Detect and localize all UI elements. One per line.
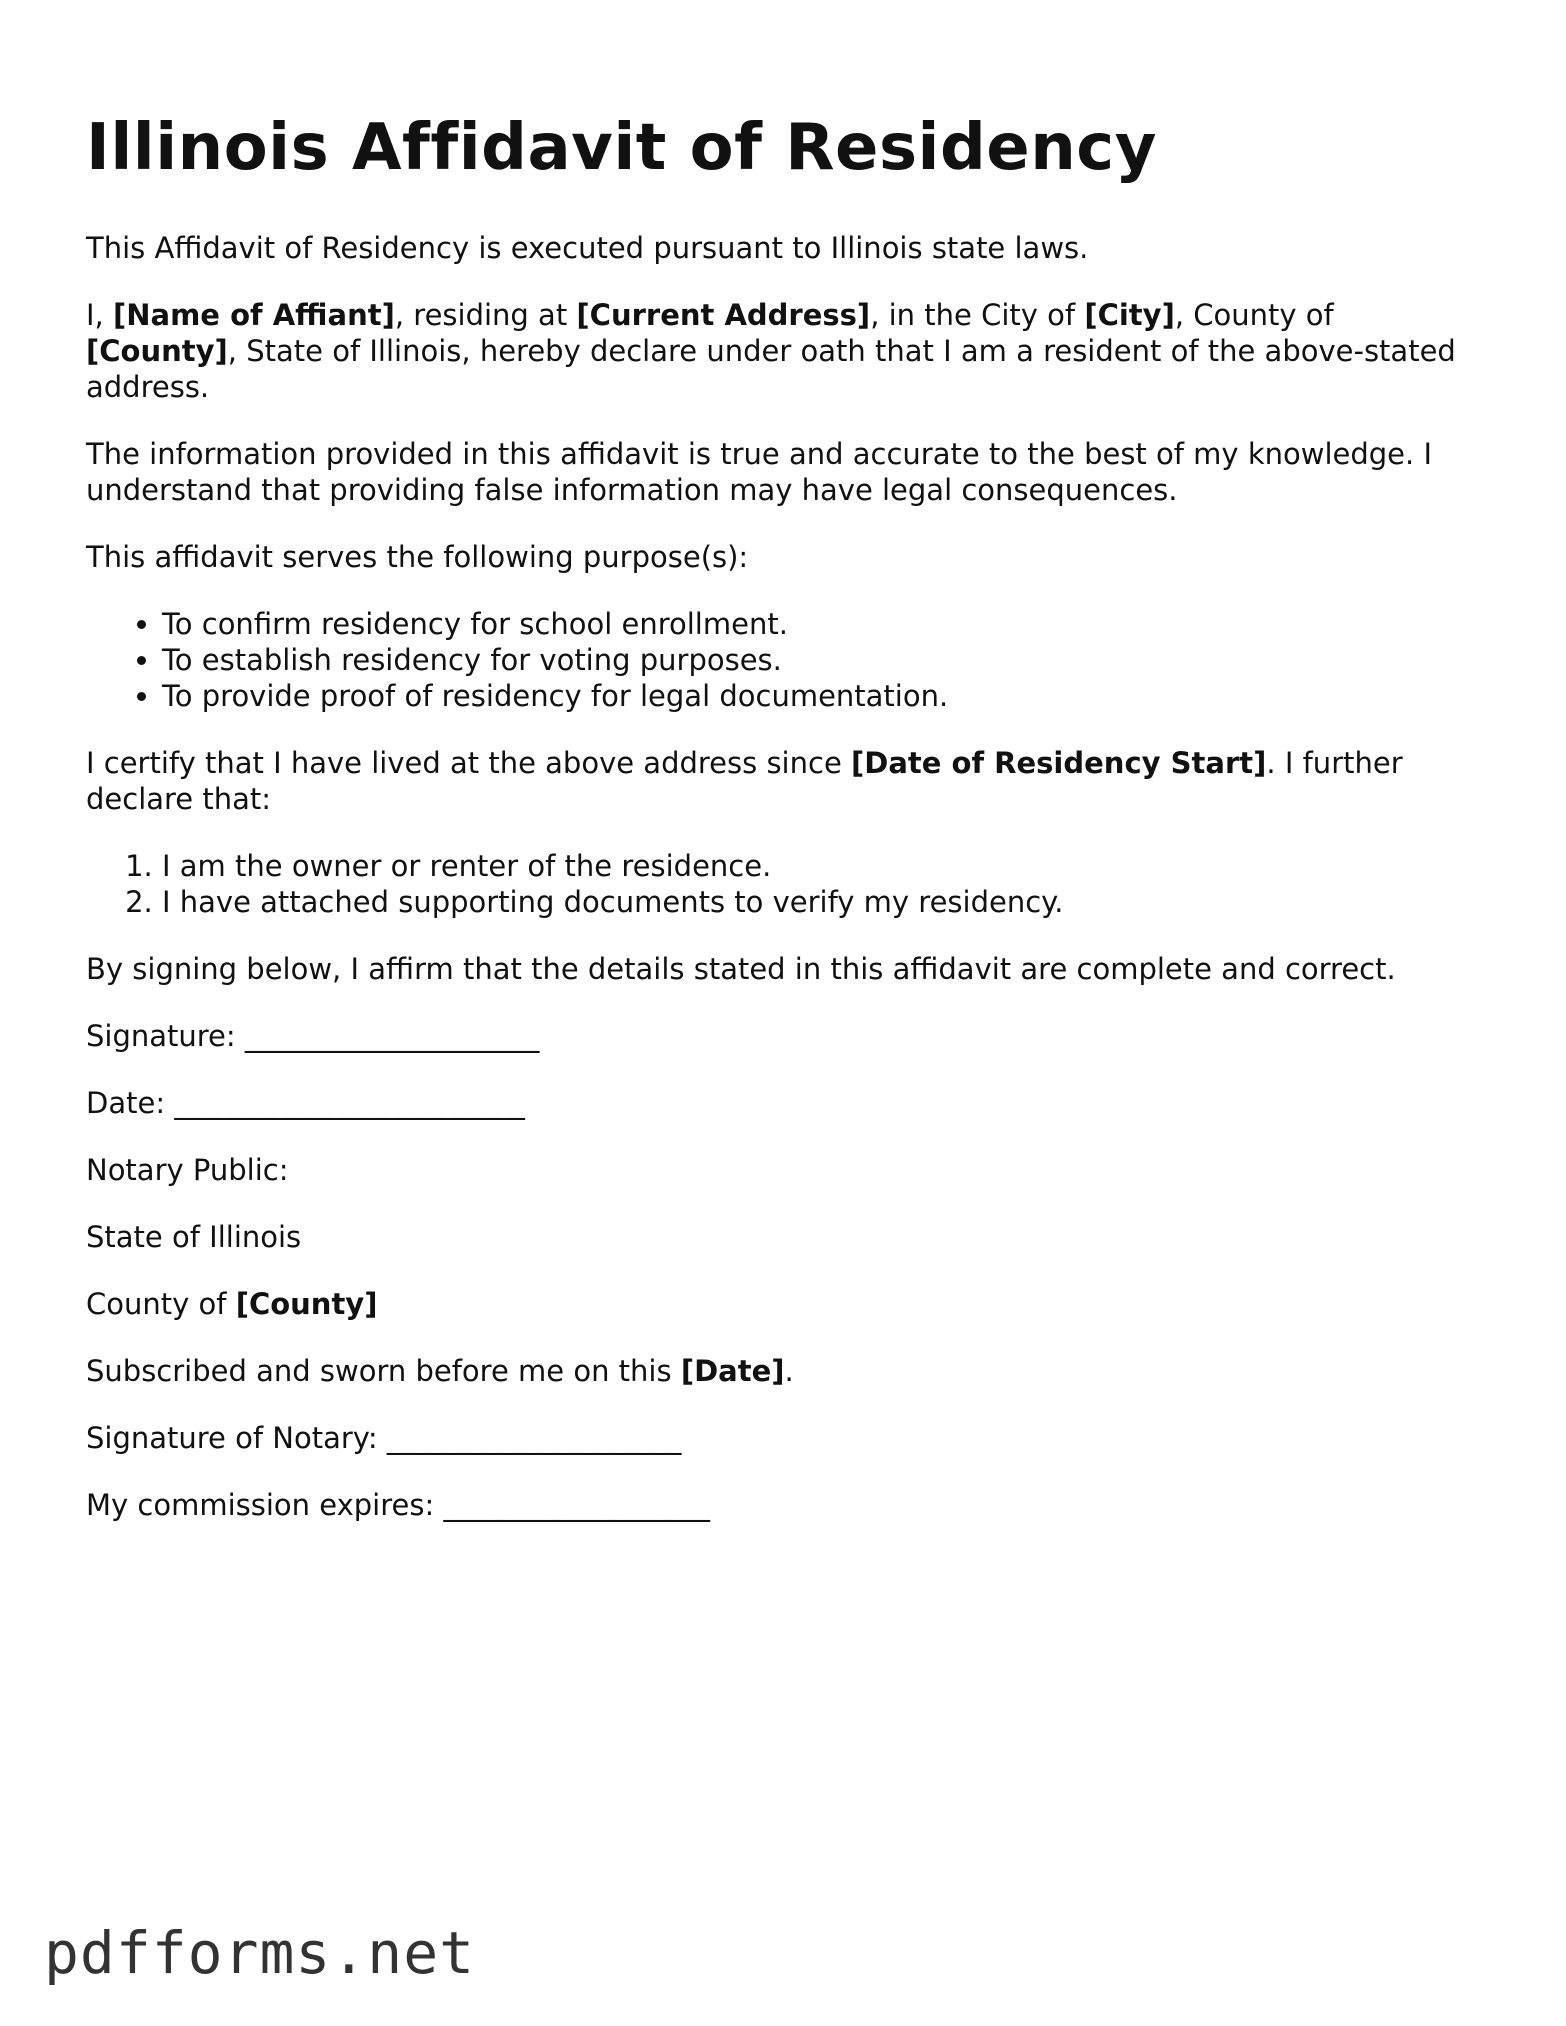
purposes-list (86, 606, 1486, 714)
commission-blank[interactable]: ___________________ (443, 1488, 710, 1522)
signature-line (86, 1018, 1486, 1054)
declaration-paragraph (86, 297, 1486, 405)
signature-blank[interactable]: _____________________ (244, 1019, 539, 1053)
declaration-text-4: , County of (1174, 298, 1334, 332)
declarations-list (86, 848, 1486, 920)
intro-paragraph: This Affidavit of Residency is executed pursuant to Illinois state laws. (86, 231, 1089, 265)
purpose-item: • To provide proof of residency for legal documentation. (162, 678, 1486, 714)
subscribed-text-1: Subscribed and sworn before me on this (86, 1354, 681, 1388)
declaration-item: 1. I am the owner or renter of the residence. (162, 848, 1486, 884)
notary-signature-blank[interactable]: _____________________ (386, 1421, 681, 1455)
accuracy-paragraph: The information provided in this affidavit is true and accurate to the best of my knowledge. I understand that providing false information may have legal consequences. (86, 437, 1432, 507)
date-line (86, 1085, 1486, 1121)
commission-line (86, 1487, 1486, 1523)
county-label: County of (86, 1287, 236, 1321)
document-title: Illinois Affidavit of Residency (86, 111, 1157, 185)
purpose-item: • To confirm residency for school enrollment. (162, 606, 1486, 642)
county-line (86, 1286, 1486, 1322)
sworn-date-placeholder: [Date] (680, 1354, 785, 1388)
date-label: Date: (86, 1086, 175, 1120)
declaration-text-5: , State of Illinois, hereby declare under oath that I am a resident of the above-stated address. (86, 334, 1456, 404)
declaration-text-1: I, (86, 298, 113, 332)
certify-text-1: I certify that I have lived at the above address since (86, 746, 852, 780)
residency-start-date-placeholder: [Date of Residency Start] (851, 746, 1267, 780)
city-placeholder: [City] (1084, 298, 1175, 332)
certify-text-2: . I further declare that: (86, 746, 1403, 816)
notary-county-placeholder: [County] (235, 1287, 378, 1321)
declaration-item: 2. I have attached supporting documents to verify my residency. (162, 884, 1486, 920)
affidavit-document (86, 108, 1486, 1554)
date-blank[interactable]: _________________________ (174, 1086, 525, 1120)
pdfforms-watermark: pdfforms.net (44, 1919, 476, 1987)
county-placeholder: [County] (86, 334, 228, 368)
declaration-text-2: , residing at (394, 298, 577, 332)
notary-signature-line (86, 1420, 1486, 1456)
subscribed-text-2: . (784, 1354, 794, 1388)
purposes-intro: This affidavit serves the following purpose(s): (86, 540, 749, 574)
current-address-placeholder: [Current Address] (576, 298, 871, 332)
state-line: State of Illinois (86, 1220, 302, 1254)
notary-signature-label: Signature of Notary: (86, 1421, 387, 1455)
notary-public-label: Notary Public: (86, 1153, 289, 1187)
affiant-name-placeholder: [Name of Affiant] (113, 298, 395, 332)
commission-label: My commission expires: (86, 1488, 444, 1522)
subscribed-line (86, 1353, 1486, 1389)
certify-paragraph (86, 745, 1486, 817)
affirm-paragraph: By signing below, I affirm that the details stated in this affidavit are complete and correct. (86, 952, 1396, 986)
purpose-item: • To establish residency for voting purposes. (162, 642, 1486, 678)
declaration-text-3: , in the City of (870, 298, 1085, 332)
signature-label: Signature: (86, 1019, 245, 1053)
